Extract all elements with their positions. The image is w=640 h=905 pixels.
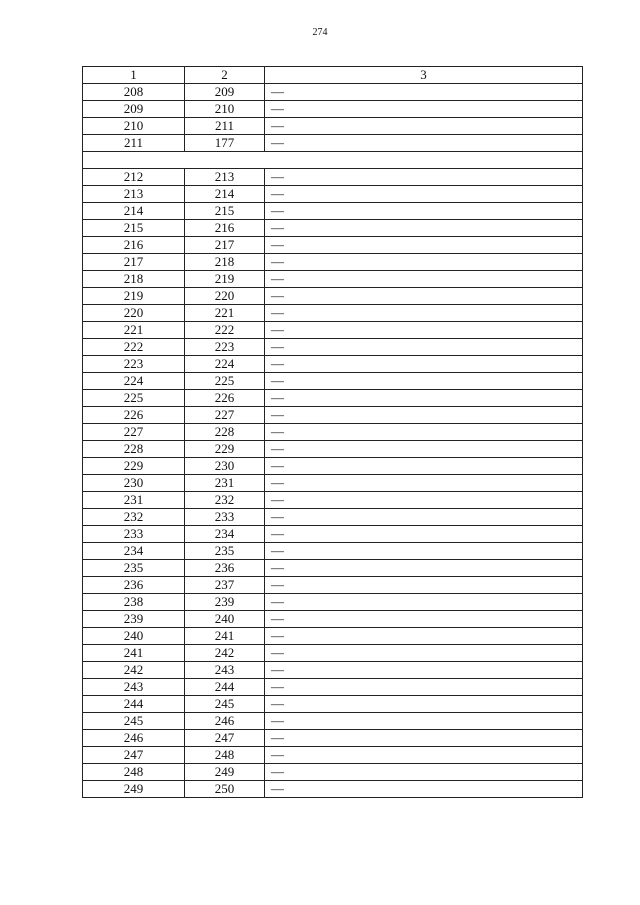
table-gap — [83, 152, 583, 169]
table-row — [83, 543, 583, 560]
table-cell-col1: 216 — [83, 237, 185, 254]
table-cell-col3: — — [265, 747, 583, 764]
table-row — [83, 356, 583, 373]
table-cell-col3: — — [265, 135, 583, 152]
table-cell-col2: 217 — [185, 237, 265, 254]
table-row — [83, 730, 583, 747]
table-cell-col3: — — [265, 475, 583, 492]
table-row — [83, 424, 583, 441]
table-cell-col1: 212 — [83, 169, 185, 186]
table-row — [83, 764, 583, 781]
table-cell-col2: 232 — [185, 492, 265, 509]
table-cell-col1: 245 — [83, 713, 185, 730]
table-cell-col3: — — [265, 424, 583, 441]
table-cell-col1: 223 — [83, 356, 185, 373]
table-cell-col3: — — [265, 509, 583, 526]
table-cell-col1: 230 — [83, 475, 185, 492]
table-cell-col3: — — [265, 696, 583, 713]
table-row — [83, 492, 583, 509]
table-cell-col3: — — [265, 186, 583, 203]
table-row — [83, 781, 583, 798]
table-cell-col2: 214 — [185, 186, 265, 203]
table-cell-col3: — — [265, 118, 583, 135]
table-cell-col3: — — [265, 526, 583, 543]
table-body-bottom — [83, 169, 583, 798]
table-cell-col2: 225 — [185, 373, 265, 390]
table-row — [83, 611, 583, 628]
table-row — [83, 101, 583, 118]
header-cell-1: 1 — [83, 67, 185, 84]
table-cell-col3: — — [265, 322, 583, 339]
table-cell-col2: 213 — [185, 169, 265, 186]
table-cell-col1: 217 — [83, 254, 185, 271]
table-cell-col1: 214 — [83, 203, 185, 220]
table-cell-col3: — — [265, 339, 583, 356]
table-row — [83, 220, 583, 237]
table-cell-col1: 219 — [83, 288, 185, 305]
data-table — [82, 66, 583, 798]
table-row — [83, 118, 583, 135]
table-cell-col3: — — [265, 662, 583, 679]
table-cell-col2: 248 — [185, 747, 265, 764]
table-cell-col1: 231 — [83, 492, 185, 509]
table-cell-col1: 247 — [83, 747, 185, 764]
table-cell-col2: 222 — [185, 322, 265, 339]
table-cell-col2: 239 — [185, 594, 265, 611]
table-row — [83, 662, 583, 679]
table-cell-col1: 244 — [83, 696, 185, 713]
table-cell-col1: 208 — [83, 84, 185, 101]
table-cell-col1: 221 — [83, 322, 185, 339]
table-cell-col2: 230 — [185, 458, 265, 475]
table-cell-col2: 234 — [185, 526, 265, 543]
table-row — [83, 645, 583, 662]
table-row — [83, 713, 583, 730]
table-row — [83, 441, 583, 458]
table-row — [83, 390, 583, 407]
table-cell-col1: 209 — [83, 101, 185, 118]
table-cell-col3: — — [265, 628, 583, 645]
table-cell-col2: 221 — [185, 305, 265, 322]
table-cell-col2: 218 — [185, 254, 265, 271]
table-cell-col2: 226 — [185, 390, 265, 407]
table-cell-col1: 229 — [83, 458, 185, 475]
table-body-top — [83, 84, 583, 152]
spacer-cell — [83, 152, 583, 169]
header-cell-2: 2 — [185, 67, 265, 84]
table-row — [83, 135, 583, 152]
table-cell-col3: — — [265, 441, 583, 458]
table-row — [83, 373, 583, 390]
table-cell-col3: — — [265, 730, 583, 747]
table-cell-col2: 245 — [185, 696, 265, 713]
table-row — [83, 186, 583, 203]
table-cell-col1: 234 — [83, 543, 185, 560]
table-row — [83, 84, 583, 101]
table-cell-col1: 215 — [83, 220, 185, 237]
table-cell-col2: 246 — [185, 713, 265, 730]
table-cell-col1: 211 — [83, 135, 185, 152]
table-cell-col3: — — [265, 407, 583, 424]
table-cell-col1: 235 — [83, 560, 185, 577]
table-cell-col2: 250 — [185, 781, 265, 798]
table-cell-col2: 233 — [185, 509, 265, 526]
table-cell-col3: — — [265, 390, 583, 407]
table-cell-col3: — — [265, 492, 583, 509]
table-cell-col1: 242 — [83, 662, 185, 679]
table-cell-col2: 240 — [185, 611, 265, 628]
table-cell-col3: — — [265, 101, 583, 118]
table-row — [83, 628, 583, 645]
table-row — [83, 288, 583, 305]
table-cell-col2: 224 — [185, 356, 265, 373]
page-number: 274 — [312, 27, 328, 38]
table-cell-col1: 228 — [83, 441, 185, 458]
table-cell-col3: — — [265, 220, 583, 237]
table-cell-col1: 227 — [83, 424, 185, 441]
table-cell-col1: 241 — [83, 645, 185, 662]
table-cell-col3: — — [265, 543, 583, 560]
table-cell-col2: 237 — [185, 577, 265, 594]
table-cell-col1: 220 — [83, 305, 185, 322]
table-cell-col2: 215 — [185, 203, 265, 220]
table-cell-col2: 247 — [185, 730, 265, 747]
table-cell-col3: — — [265, 305, 583, 322]
table-cell-col2: 241 — [185, 628, 265, 645]
table-cell-col2: 242 — [185, 645, 265, 662]
table-cell-col3: — — [265, 373, 583, 390]
table-row — [83, 679, 583, 696]
table-cell-col2: 227 — [185, 407, 265, 424]
table-cell-col3: — — [265, 84, 583, 101]
table-cell-col2: 244 — [185, 679, 265, 696]
table-cell-col1: 240 — [83, 628, 185, 645]
table-row — [83, 560, 583, 577]
table-cell-col3: — — [265, 594, 583, 611]
table-cell-col2: 209 — [185, 84, 265, 101]
table-cell-col2: 229 — [185, 441, 265, 458]
table-cell-col1: 222 — [83, 339, 185, 356]
table-cell-col1: 226 — [83, 407, 185, 424]
table-cell-col3: — — [265, 713, 583, 730]
table-row — [83, 169, 583, 186]
table-row — [83, 305, 583, 322]
table-cell-col2: 216 — [185, 220, 265, 237]
table-cell-col3: — — [265, 577, 583, 594]
table-row — [83, 458, 583, 475]
table-row — [83, 475, 583, 492]
table-cell-col3: — — [265, 271, 583, 288]
header-row — [83, 67, 583, 84]
table-cell-col3: — — [265, 254, 583, 271]
table-row — [83, 407, 583, 424]
table-cell-col1: 210 — [83, 118, 185, 135]
table-row — [83, 339, 583, 356]
table-row — [83, 747, 583, 764]
table-row — [83, 322, 583, 339]
table-cell-col1: 233 — [83, 526, 185, 543]
table-cell-col3: — — [265, 560, 583, 577]
table-cell-col2: 228 — [185, 424, 265, 441]
table-cell-col2: 231 — [185, 475, 265, 492]
header-cell-3: 3 — [265, 67, 583, 84]
table-cell-col3: — — [265, 611, 583, 628]
table-cell-col1: 218 — [83, 271, 185, 288]
table-cell-col1: 232 — [83, 509, 185, 526]
table-cell-col3: — — [265, 458, 583, 475]
table-row — [83, 237, 583, 254]
table-cell-col3: — — [265, 237, 583, 254]
table-row — [83, 254, 583, 271]
table-cell-col1: 225 — [83, 390, 185, 407]
table-row — [83, 203, 583, 220]
table-cell-col2: 236 — [185, 560, 265, 577]
table-row — [83, 594, 583, 611]
table-cell-col2: 243 — [185, 662, 265, 679]
table-cell-col1: 243 — [83, 679, 185, 696]
table-cell-col3: — — [265, 679, 583, 696]
table-row — [83, 526, 583, 543]
table-cell-col2: 211 — [185, 118, 265, 135]
table-cell-col2: 210 — [185, 101, 265, 118]
table-cell-col3: — — [265, 764, 583, 781]
table-cell-col1: 224 — [83, 373, 185, 390]
table-cell-col1: 248 — [83, 764, 185, 781]
table-cell-col2: 235 — [185, 543, 265, 560]
table-row — [83, 577, 583, 594]
table-cell-col3: — — [265, 288, 583, 305]
table-cell-col3: — — [265, 781, 583, 798]
spacer-row — [83, 152, 583, 169]
table-row — [83, 509, 583, 526]
table-cell-col1: 249 — [83, 781, 185, 798]
table-cell-col1: 213 — [83, 186, 185, 203]
table-cell-col3: — — [265, 203, 583, 220]
table-cell-col3: — — [265, 645, 583, 662]
table-row — [83, 696, 583, 713]
table-cell-col2: 177 — [185, 135, 265, 152]
table-row — [83, 271, 583, 288]
table-cell-col2: 220 — [185, 288, 265, 305]
table-cell-col3: — — [265, 356, 583, 373]
table-cell-col2: 219 — [185, 271, 265, 288]
table-cell-col1: 238 — [83, 594, 185, 611]
table-cell-col1: 239 — [83, 611, 185, 628]
table-cell-col1: 246 — [83, 730, 185, 747]
table-cell-col2: 249 — [185, 764, 265, 781]
table-cell-col3: — — [265, 169, 583, 186]
table-cell-col1: 236 — [83, 577, 185, 594]
table-cell-col2: 223 — [185, 339, 265, 356]
